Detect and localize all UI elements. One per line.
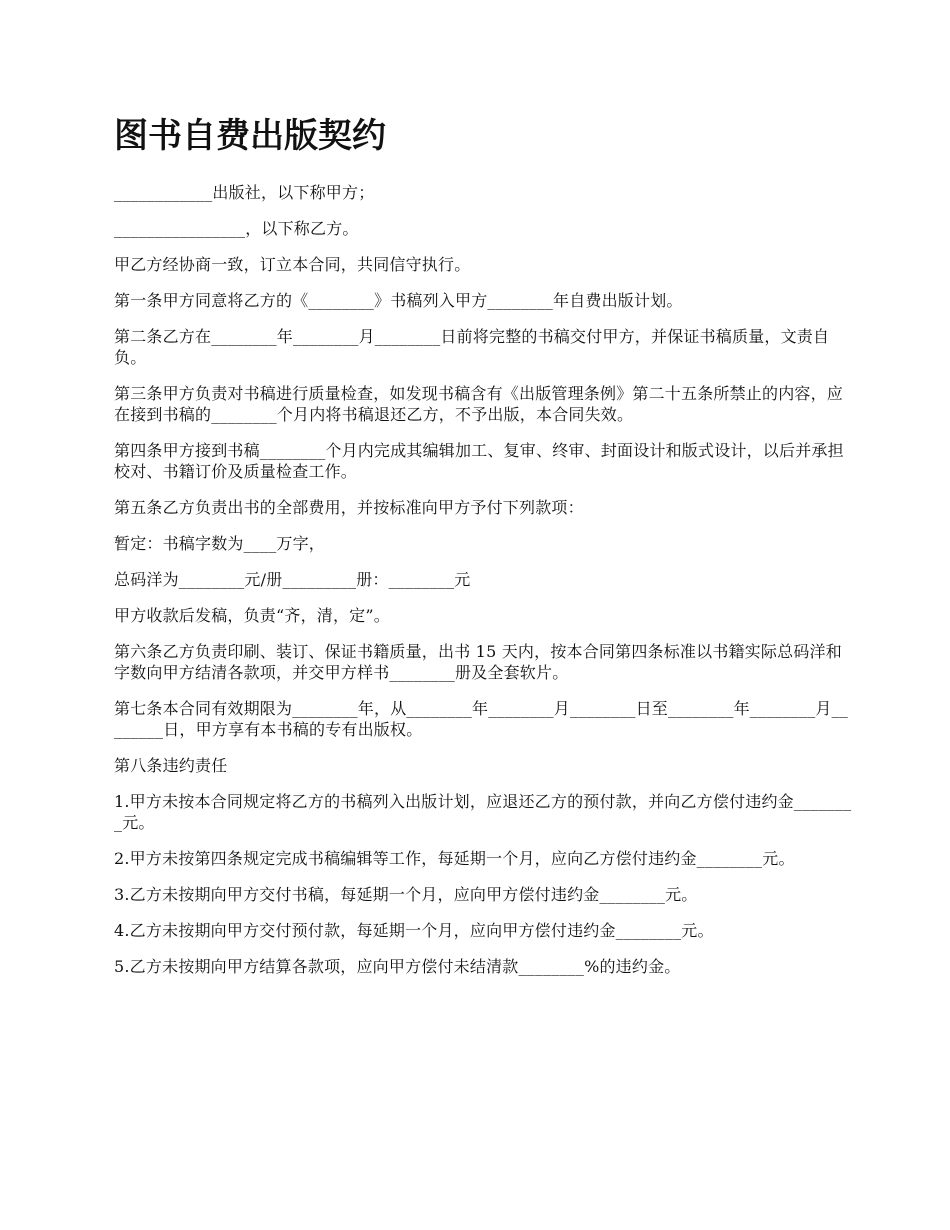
party-b-line: ________________，以下称乙方。 <box>114 219 359 238</box>
liability-item-5: 5.乙方未按期向甲方结算各款项，应向甲方偿付未结清款________%的违约金。 <box>114 957 681 976</box>
article-6: 第六条乙方负责印刷、装订、保证书籍质量，出书 15 天内，按本合同第四条标准以书籍实际总码洋和字数向甲方结清各款项，并交甲方样书________册及全套软片。 <box>114 642 842 682</box>
article-4: 第四条甲方接到书稿________个月内完成其编辑加工、复审、终审、封面设计和版式设计，以后并承担校对、书籍订价及质量检查工作。 <box>114 441 844 481</box>
word-count-line: 暂定：书稿字数为____万字， <box>114 534 326 553</box>
article-1: 第一条甲方同意将乙方的《________》书稿列入甲方________年自费出版计划。 <box>114 291 683 310</box>
article-7: 第七条本合同有效期限为________年，从________年________月________日至________年________月________日，甲方享有本书稿的专有出版权。 <box>114 699 849 739</box>
liability-item-4: 4.乙方未按期向甲方交付预付款，每延期一个月，应向甲方偿付违约金________元。 <box>114 921 714 940</box>
document-title: 图书自费出版契约 <box>114 116 386 156</box>
document-page <box>114 110 852 992</box>
article-8-heading: 第八条违约责任 <box>114 756 228 775</box>
document-body <box>114 182 852 977</box>
agreement-intro: 甲乙方经协商一致，订立本合同，共同信守执行。 <box>114 255 471 274</box>
liability-item-3: 3.乙方未按期向甲方交付书稿，每延期一个月，应向甲方偿付违约金________元。 <box>114 885 698 904</box>
party-a-line: ____________出版社，以下称甲方； <box>114 183 375 202</box>
liability-item-1: 1.甲方未按本合同规定将乙方的书稿列入出版计划，应退还乙方的预付款，并向乙方偿付违约金________元。 <box>114 792 852 832</box>
article-5: 第五条乙方负责出书的全部费用，并按标准向甲方予付下列款项： <box>114 498 584 517</box>
liability-item-2: 2.甲方未按第四条规定完成书稿编辑等工作，每延期一个月，应向乙方偿付违约金________元。 <box>114 849 795 868</box>
manuscript-release-line: 甲方收款后发稿，负责“齐，清，定”。 <box>114 606 390 625</box>
article-2: 第二条乙方在________年________月________日前将完整的书稿交付甲方，并保证书稿质量，文责自负。 <box>114 327 830 367</box>
total-price-line: 总码洋为________元/册_________册：________元 <box>114 570 471 589</box>
article-3: 第三条甲方负责对书稿进行质量检查，如发现书稿含有《出版管理条例》第二十五条所禁止的内容，应在接到书稿的________个月内将书稿退还乙方，不予出版，本合同失效。 <box>114 384 844 424</box>
